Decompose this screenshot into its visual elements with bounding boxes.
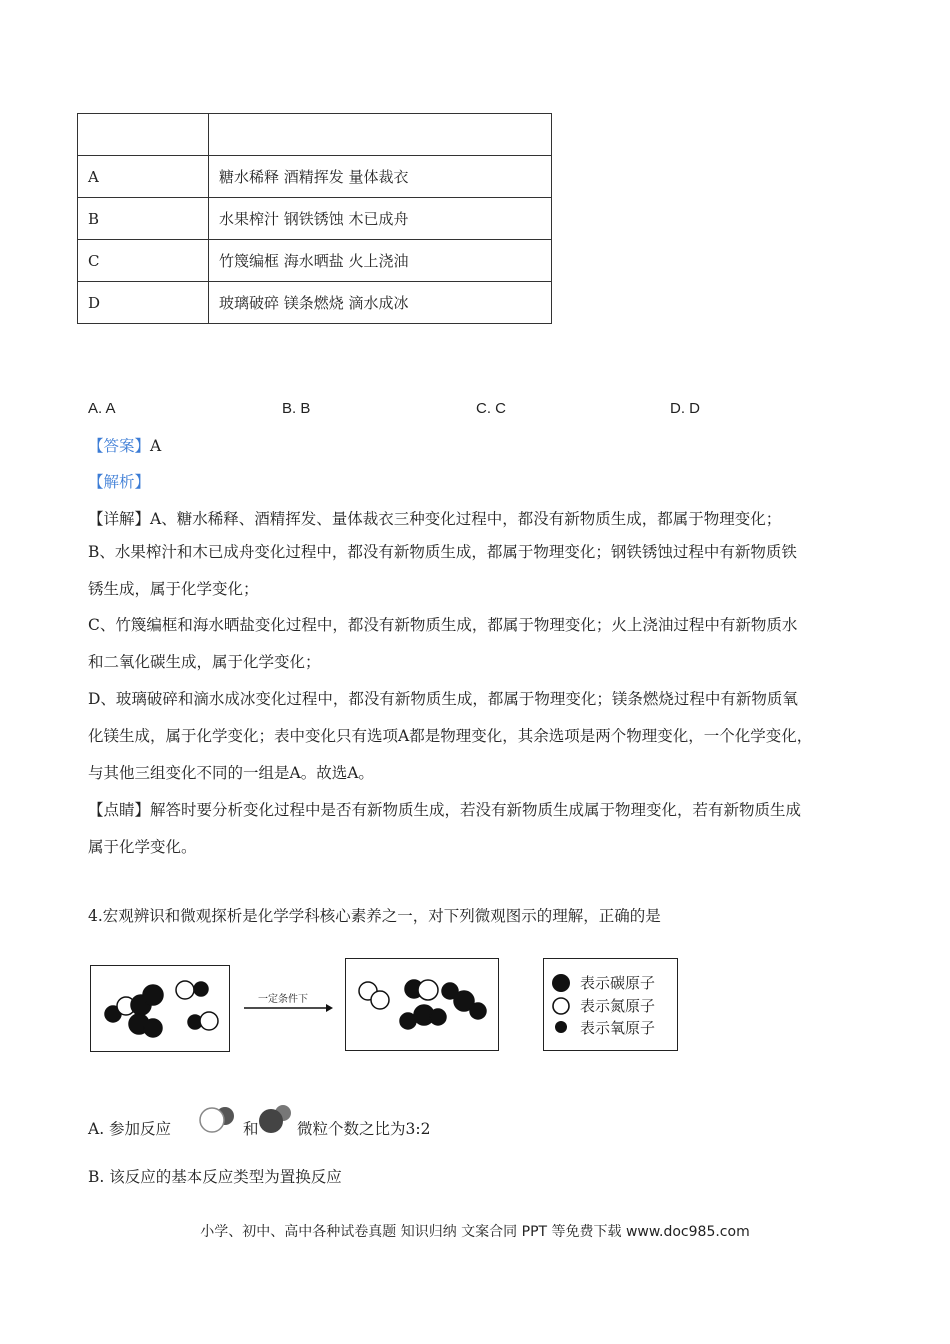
product-particles [346,959,498,1050]
choice-c: C. C [476,400,506,417]
analysis-line: 【详解】A、糖水稀释、酒精挥发、量体裁衣三种变化过程中，都没有新物质生成，都属于物理变化； [88,510,782,528]
option-label: A [78,156,209,198]
analysis-line: 【点睛】解答时要分析变化过程中是否有新物质生成，若没有新物质生成属于物理变化，若有新物质生成 [88,801,802,819]
option-a-mid: 和 [243,1120,259,1138]
answer-tag: 【答案】 [88,437,151,455]
nitrogen-atom [176,981,194,999]
co-molecule-icon [255,1102,295,1134]
question-4: 4.宏观辨识和微观探析是化学学科核心素养之一，对下列微观图示的理解，正确的是 [88,907,661,925]
option-content: 玻璃破碎 镁条燃烧 滴水成冰 [209,282,552,324]
answer-value: A [150,437,162,455]
table-cell [78,114,209,156]
arrow-label: 一定条件下 [258,994,308,1005]
option-a-prefix: A. 参加反应 [88,1120,172,1138]
analysis-line: 化镁生成，属于化学变化；表中变化只有选项A都是物理变化，其余选项是两个物理变化，一个化学变化， [88,727,813,745]
option-b: B. 该反应的基本反应类型为置换反应 [88,1168,342,1186]
option-label: B [78,198,209,240]
nitrogen-atom [418,980,438,1000]
table-header-row [78,114,552,156]
nitrogen-atom [200,1012,218,1030]
table-row [78,282,552,324]
page-footer: 小学、初中、高中各种试卷真题 知识归纳 文案合同 PPT 等免费下载 www.doc985.com [200,1224,750,1240]
choice-d: D. D [670,400,700,417]
analysis-line: D、玻璃破碎和滴水成冰变化过程中，都没有新物质生成，都属于物理变化；镁条燃烧过程中有新物质氧 [88,690,798,708]
no-molecule-icon [188,1104,238,1134]
oxygen-atom [430,1009,446,1025]
option-content: 水果榨汁 钢铁锈蚀 木已成舟 [209,198,552,240]
product-box [345,958,499,1051]
option-label: D [78,282,209,324]
table-row [78,156,552,198]
oxygen-atom [144,1019,162,1037]
choice-a: A. A [88,400,116,417]
oxygen-atom [194,982,208,996]
choice-b: B. B [282,400,311,417]
analysis-tag: 【解析】 [88,473,151,491]
option-content: 糖水稀释 酒精挥发 量体裁衣 [209,156,552,198]
option-content: 竹篾编框 海水晒盐 火上浇油 [209,240,552,282]
oxygen-legend-icon [555,1021,567,1033]
analysis-line: 和二氧化碳生成，属于化学变化； [88,653,321,671]
table-row [78,240,552,282]
reactant-particles [91,966,229,1051]
table-row [78,198,552,240]
analysis-line: 锈生成，属于化学变化； [88,580,259,598]
oxygen-atom [470,1003,486,1019]
analysis-line: C、竹篾编框和海水晒盐变化过程中，都没有新物质生成，都属于物理变化；火上浇油过程中有新物质水 [88,616,798,634]
analysis-line: 与其他三组变化不同的一组是A。故选A。 [88,764,374,782]
options-table [77,113,552,324]
legend-carbon: 表示碳原子 [580,974,656,992]
carbon-atom [143,985,163,1005]
answer-line [88,436,161,456]
reactant-box [90,965,230,1052]
analysis-line: 属于化学变化。 [88,838,197,856]
carbon-legend-icon [552,974,570,992]
option-a-suffix: 微粒个数之比为3:2 [297,1120,431,1138]
nitrogen-atom [371,991,389,1009]
option-label: C [78,240,209,282]
arrow-icon [242,1002,334,1014]
legend-oxygen: 表示氧原子 [580,1019,656,1037]
legend-nitrogen: 表示氮原子 [580,997,656,1015]
legend-icons [544,959,584,1050]
legend-box [543,958,678,1051]
nitrogen-legend-icon [553,998,569,1014]
analysis-line: B、水果榨汁和木已成舟变化过程中，都没有新物质生成，都属于物理变化；钢铁锈蚀过程中有新物质铁 [88,543,797,561]
table-cell [209,114,552,156]
reaction-arrow [242,990,334,1020]
